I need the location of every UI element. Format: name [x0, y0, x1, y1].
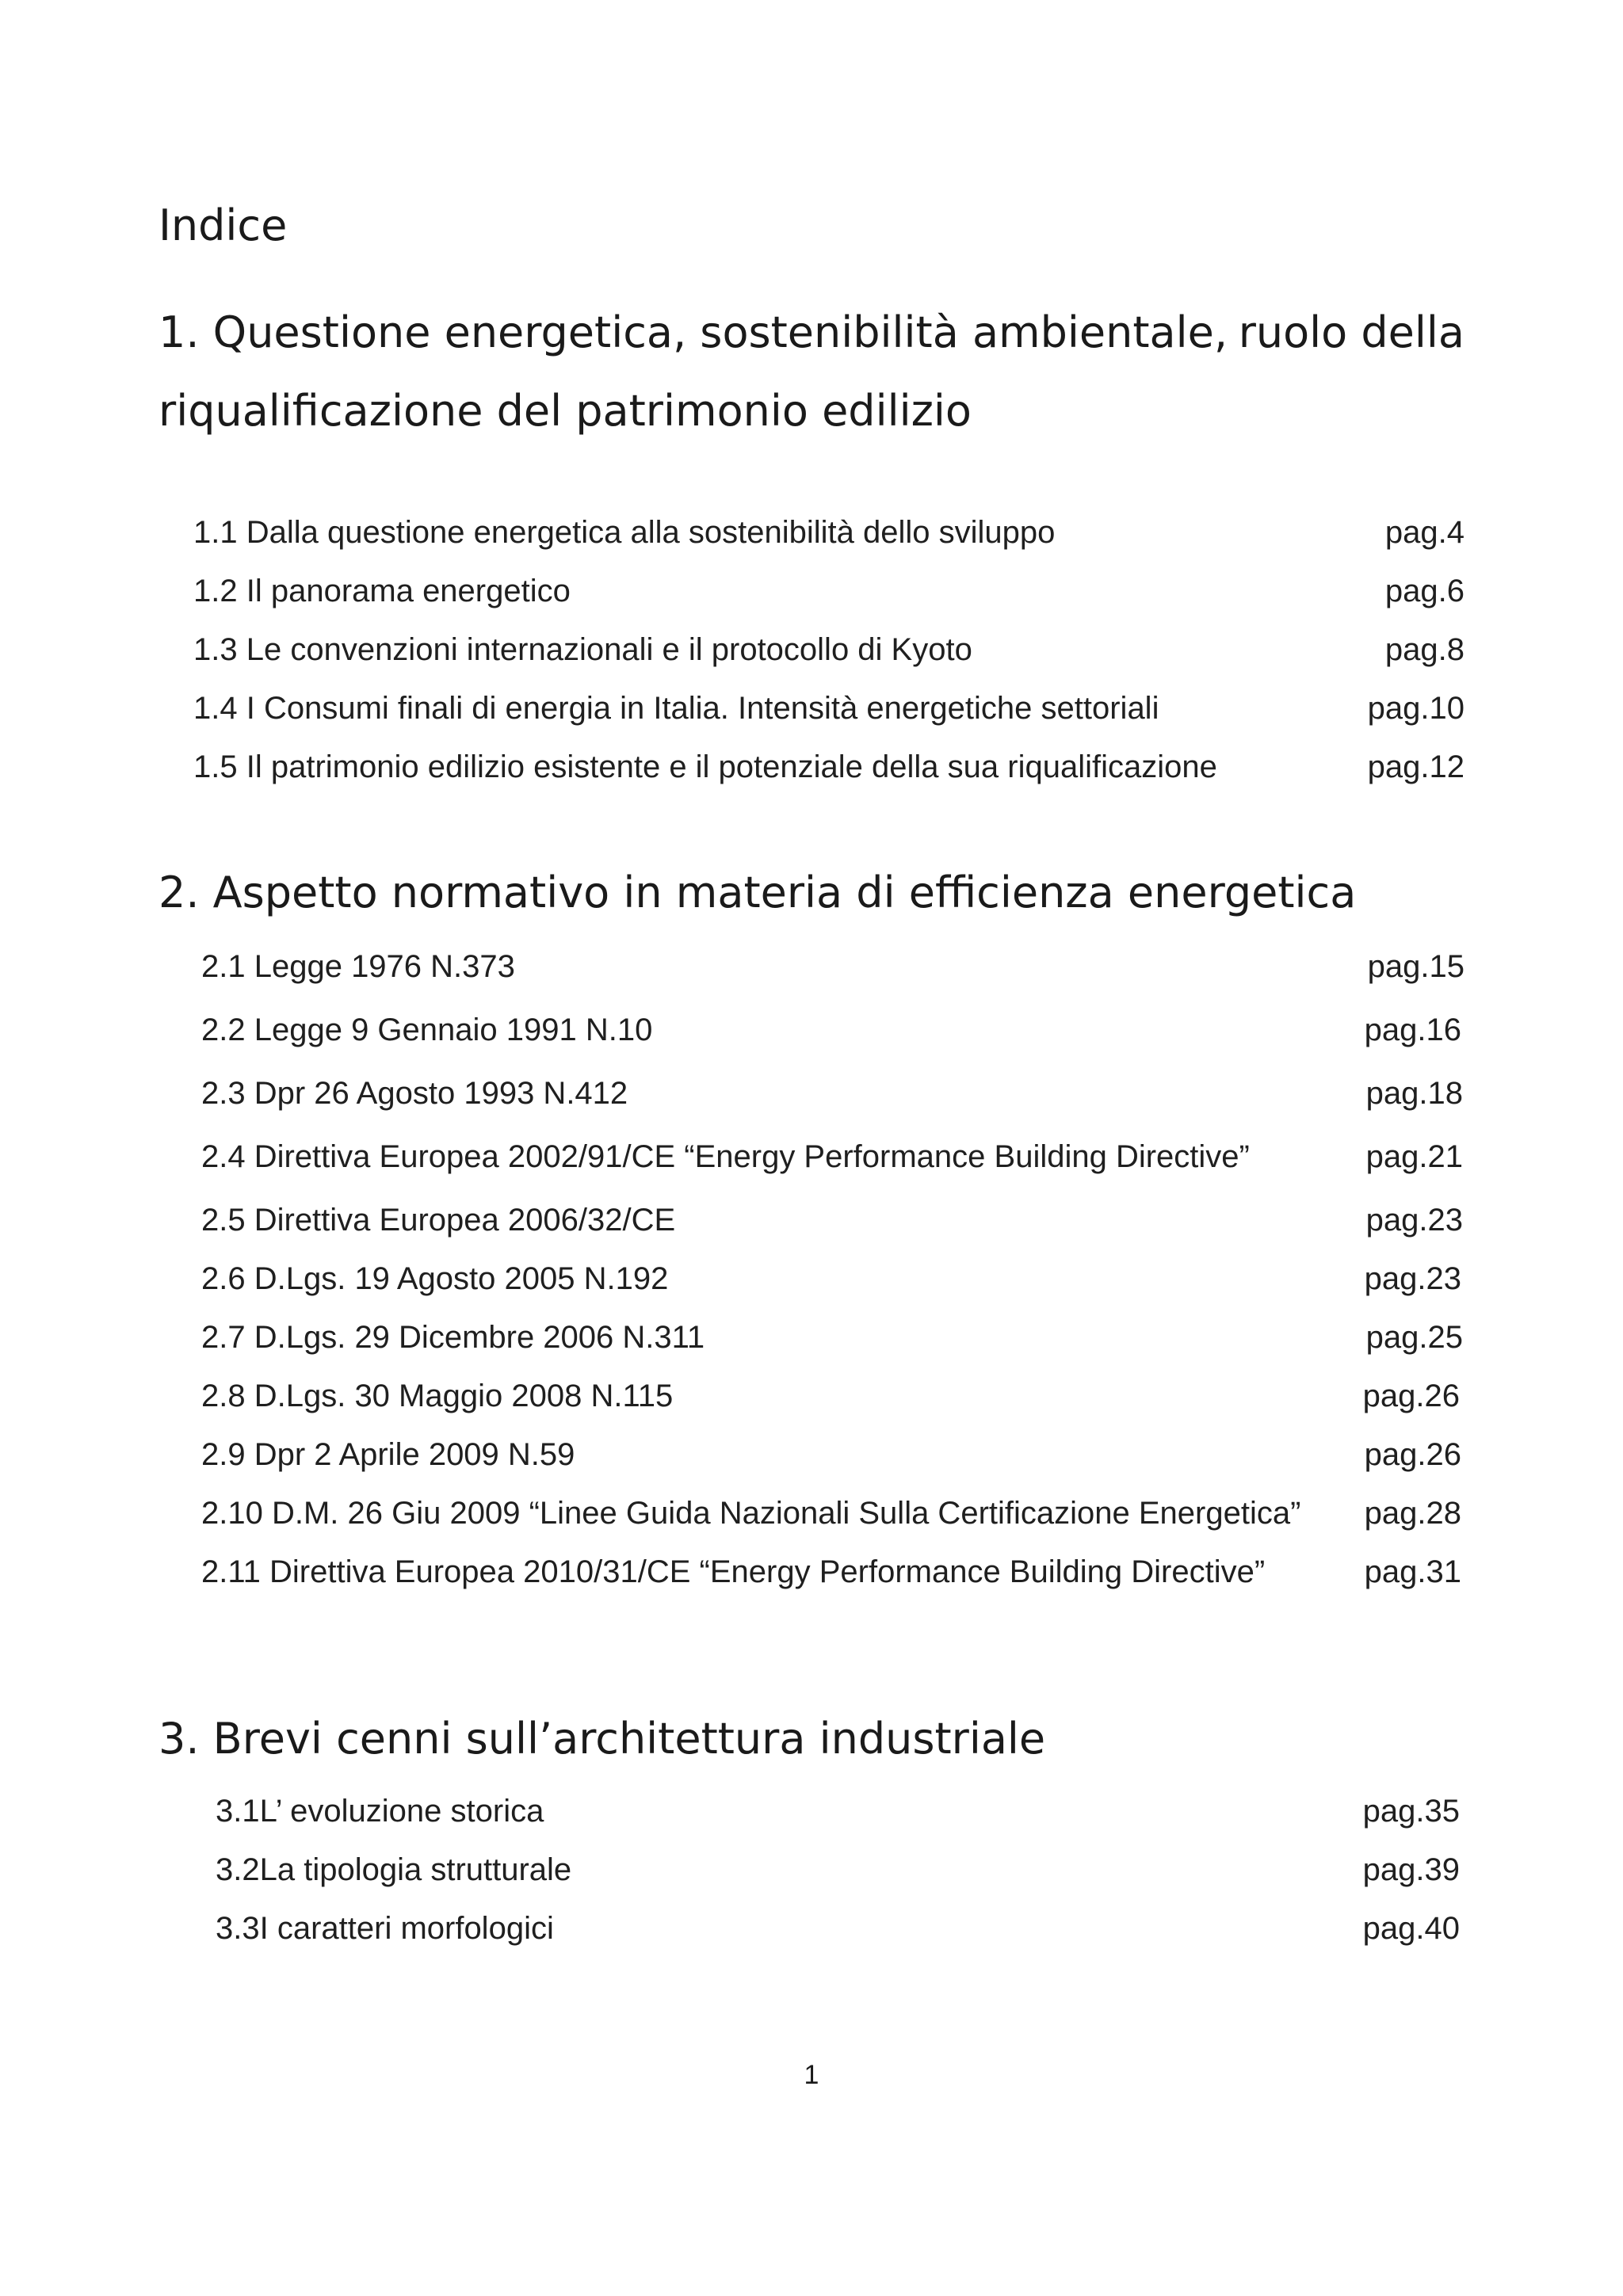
toc-entry-label: 2.8 D.Lgs. 30 Maggio 2008 N.115 — [201, 1379, 674, 1413]
toc-entry-label: 2.4 Direttiva Europea 2002/91/CE “Energy Performance Building Directive” — [201, 1139, 1250, 1174]
toc-entry-label: 2.1 Legge 1976 N.373 — [201, 949, 515, 984]
toc-entry-label: 2.7 D.Lgs. 29 Dicembre 2006 N.311 — [201, 1320, 705, 1355]
toc-entry-page: pag.35 — [1362, 1794, 1460, 1829]
toc-entry-label: 3.2La tipologia strutturale — [216, 1852, 572, 1887]
toc-entry-page: pag.25 — [1365, 1320, 1463, 1355]
toc-entry-page: pag.18 — [1365, 1076, 1463, 1111]
toc-entry-label: 2.2 Legge 9 Gennaio 1991 N.10 — [201, 1013, 653, 1047]
toc-entry-page: pag.8 — [1384, 632, 1465, 667]
toc-entry-label: 3.3I caratteri morfologici — [216, 1911, 554, 1946]
toc-entry-label: 1.2 Il panorama energetico — [193, 574, 571, 608]
toc-entry-label: 1.3 Le convenzioni internazionali e il protocollo di Kyoto — [193, 632, 972, 667]
toc-entry-page: pag.39 — [1362, 1852, 1460, 1887]
toc-entry-page: pag.10 — [1367, 691, 1465, 726]
page-number: 1 — [804, 2060, 819, 2090]
toc-entry-page: pag.21 — [1365, 1139, 1463, 1174]
section-2-title: 2. Aspetto normativo in materia di efficienza energetica — [158, 868, 1357, 917]
index-title: Indice — [158, 200, 288, 250]
toc-entry-label: 3.1L’ evoluzione storica — [216, 1794, 544, 1829]
toc-entry-page: pag.15 — [1367, 949, 1465, 984]
toc-entry-page: pag.26 — [1362, 1379, 1460, 1413]
section-1-title-right: ruolo della — [1238, 307, 1465, 357]
toc-entry-page: pag.23 — [1364, 1261, 1461, 1296]
toc-entry-page: pag.4 — [1384, 515, 1465, 550]
toc-entry-label: 1.5 Il patrimonio edilizio esistente e il potenziale della sua riqualificazione — [193, 749, 1217, 784]
toc-entry-label: 2.11 Direttiva Europea 2010/31/CE “Energy Performance Building Directive” — [201, 1554, 1266, 1589]
toc-entry-page: pag.23 — [1365, 1203, 1463, 1238]
toc-entry-page: pag.12 — [1367, 749, 1465, 784]
toc-entry-page: pag.6 — [1384, 574, 1465, 608]
toc-entry-page: pag.28 — [1364, 1496, 1461, 1531]
toc-entry-label: 2.10 D.M. 26 Giu 2009 “Linee Guida Nazionali Sulla Certificazione Energetica” — [201, 1496, 1301, 1531]
toc-entry-label: 2.6 D.Lgs. 19 Agosto 2005 N.192 — [201, 1261, 669, 1296]
toc-entry-page: pag.16 — [1364, 1013, 1461, 1047]
toc-entry-label: 1.4 I Consumi finali di energia in Italia. Intensità energetiche settoriali — [193, 691, 1159, 726]
toc-entry-page: pag.40 — [1362, 1911, 1460, 1946]
section-1-title-left: 1. Questione energetica, sostenibilità ambientale, — [158, 307, 1228, 357]
section-1-title-line-2: riqualificazione del patrimonio edilizio — [158, 386, 972, 436]
toc-entry-page: pag.26 — [1364, 1437, 1461, 1472]
section-3-title: 3. Brevi cenni sull’architettura industriale — [158, 1714, 1046, 1764]
toc-entry-label: 2.5 Direttiva Europea 2006/32/CE — [201, 1203, 676, 1238]
toc-entry-label: 1.1 Dalla questione energetica alla sostenibilità dello sviluppo — [193, 515, 1056, 550]
section-1-title-line-1 — [158, 307, 1465, 357]
toc-entry-label: 2.9 Dpr 2 Aprile 2009 N.59 — [201, 1437, 575, 1472]
toc-entry-page: pag.31 — [1364, 1554, 1461, 1589]
toc-entry-label: 2.3 Dpr 26 Agosto 1993 N.412 — [201, 1076, 628, 1111]
